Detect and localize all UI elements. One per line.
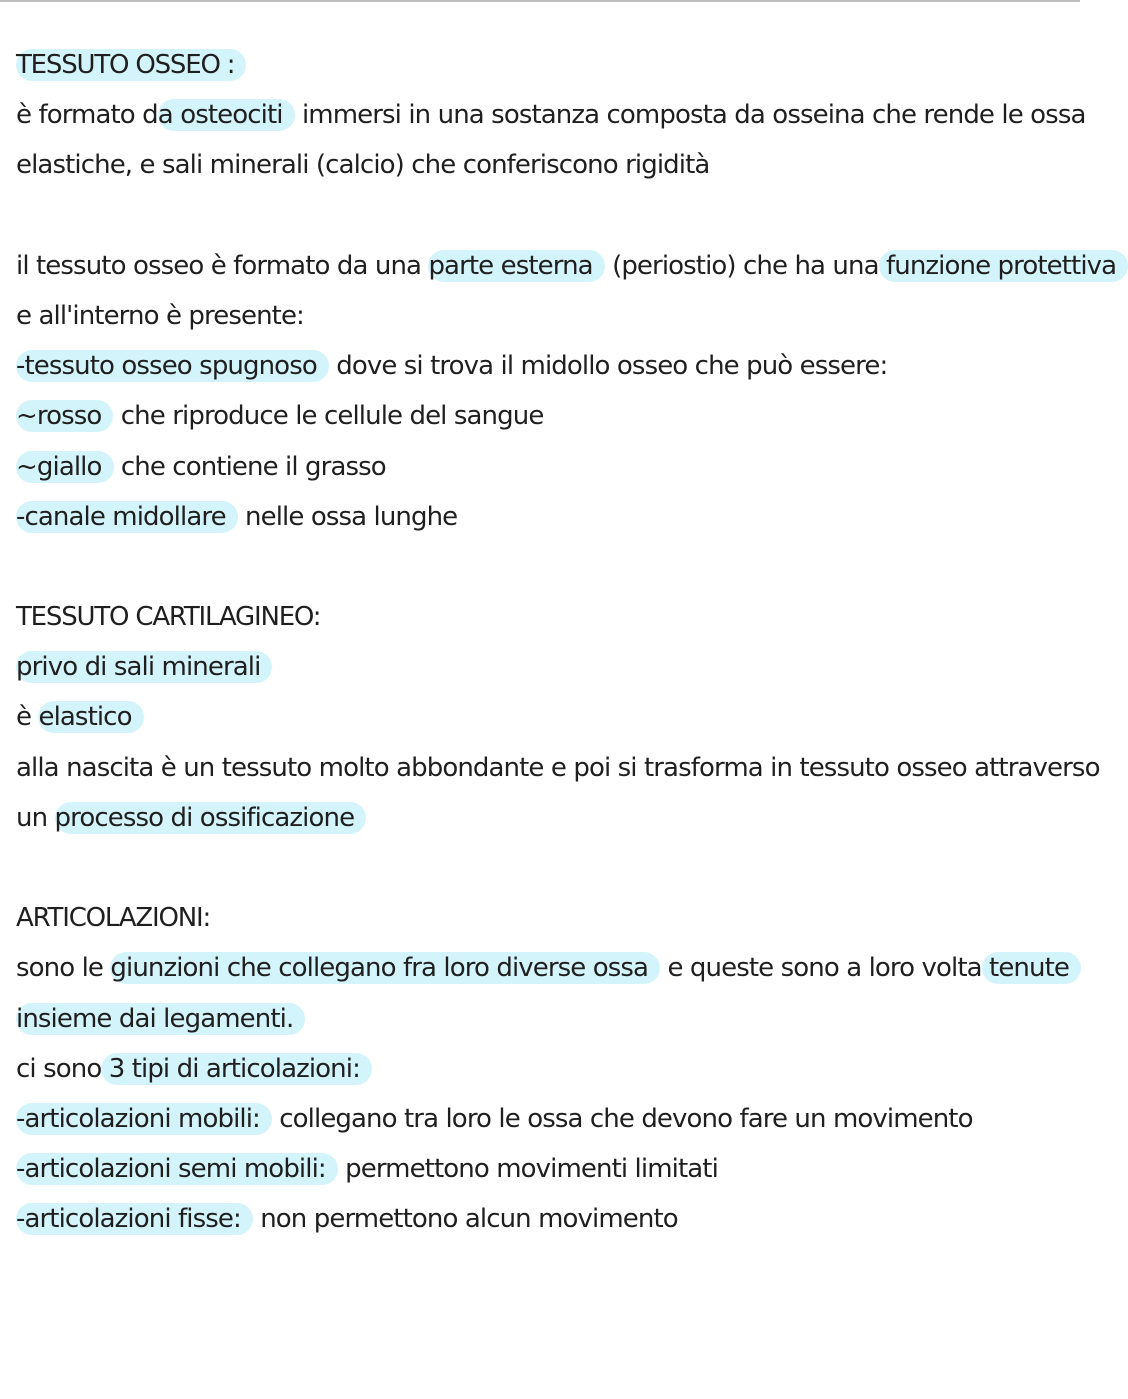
text-line	[16, 1094, 1066, 1144]
highlight-segment: privo di sali minerali	[16, 651, 272, 683]
highlight-segment: tenute	[982, 952, 1081, 984]
text-line	[16, 1144, 1066, 1194]
notes-page	[16, 40, 1117, 1245]
text-segment: nelle ossa lunghe	[237, 501, 458, 532]
text-line	[16, 943, 1069, 993]
highlight-segment: -canale midollare	[16, 501, 238, 533]
heading-highlight: TESSUTO OSSEO :	[16, 49, 246, 81]
highlight-segment: insieme dai legamenti.	[16, 1003, 305, 1035]
heading-articolazioni: ARTICOLAZIONI:	[16, 903, 211, 934]
text-line	[16, 994, 1066, 1044]
text-line	[16, 1194, 1066, 1244]
text-segment: sono le	[16, 953, 111, 984]
text-line	[16, 90, 1086, 140]
text-segment: che contiene il grasso	[113, 451, 386, 482]
text-segment: è formato d	[16, 100, 158, 131]
text-segment: immersi in una sostanza composta da osseina che rende le ossa	[294, 100, 1086, 131]
text-line: alla nascita è un tessuto molto abbondante e poi si trasforma in tessuto osseo attraverso	[16, 752, 1100, 783]
highlight-segment: giunzioni che collegano fra loro diverse ossa	[110, 952, 660, 984]
text-line	[16, 793, 1066, 843]
text-segment: permettono movimenti limitati	[337, 1154, 718, 1185]
top-border	[0, 0, 1080, 2]
text-segment: collegano tra loro le ossa che devono fare un movimento	[271, 1103, 973, 1134]
text-segment: (periostio) che ha una	[604, 250, 879, 281]
highlight-segment: elastico	[38, 701, 143, 733]
highlight-segment: -articolazioni fisse:	[16, 1203, 253, 1235]
text-line	[16, 642, 1066, 692]
highlight-segment: 3 tipi di articolazioni:	[101, 1053, 372, 1085]
text-segment: ci sono	[16, 1053, 102, 1084]
text-segment: un	[16, 802, 55, 833]
text-segment: dove si trova il midollo osseo che può essere:	[328, 351, 888, 382]
highlight-segment: parte esterna	[428, 250, 604, 282]
heading-tessuto-cartilagineo: TESSUTO CARTILAGINEO:	[16, 602, 321, 633]
text-segment: e queste sono a loro volta	[660, 953, 982, 984]
highlight-segment: -articolazioni semi mobili:	[16, 1153, 338, 1185]
text-segment: è	[16, 702, 39, 733]
text-line	[16, 492, 1066, 542]
spacer	[16, 191, 1066, 241]
heading-tessuto-osseo	[16, 40, 1066, 90]
text-line: elastiche, e sali minerali (calcio) che conferiscono rigidità	[16, 150, 710, 181]
highlight-segment: processo di ossificazione	[55, 802, 367, 834]
text-segment: che riproduce le cellule del sangue	[113, 401, 544, 432]
highlight-segment: -tessuto osseo spugnoso	[16, 350, 329, 382]
highlight-segment: ~giallo	[16, 451, 114, 483]
highlight-segment: funzione protettiva	[879, 250, 1128, 282]
highlight-segment: a osteociti	[158, 99, 295, 131]
text-line: e all'interno è presente:	[16, 300, 304, 331]
text-line	[16, 241, 1117, 291]
text-line	[16, 442, 1066, 492]
spacer	[16, 542, 1066, 592]
text-line	[16, 692, 1066, 742]
spacer	[16, 843, 1066, 893]
text-line	[16, 341, 1066, 391]
text-line	[16, 391, 1066, 441]
highlight-segment: -articolazioni mobili:	[16, 1103, 272, 1135]
text-segment: non permettono alcun movimento	[252, 1204, 678, 1235]
highlight-segment: ~rosso	[16, 400, 113, 432]
text-segment: il tessuto osseo è formato da una	[16, 250, 429, 281]
text-line	[16, 1044, 1066, 1094]
